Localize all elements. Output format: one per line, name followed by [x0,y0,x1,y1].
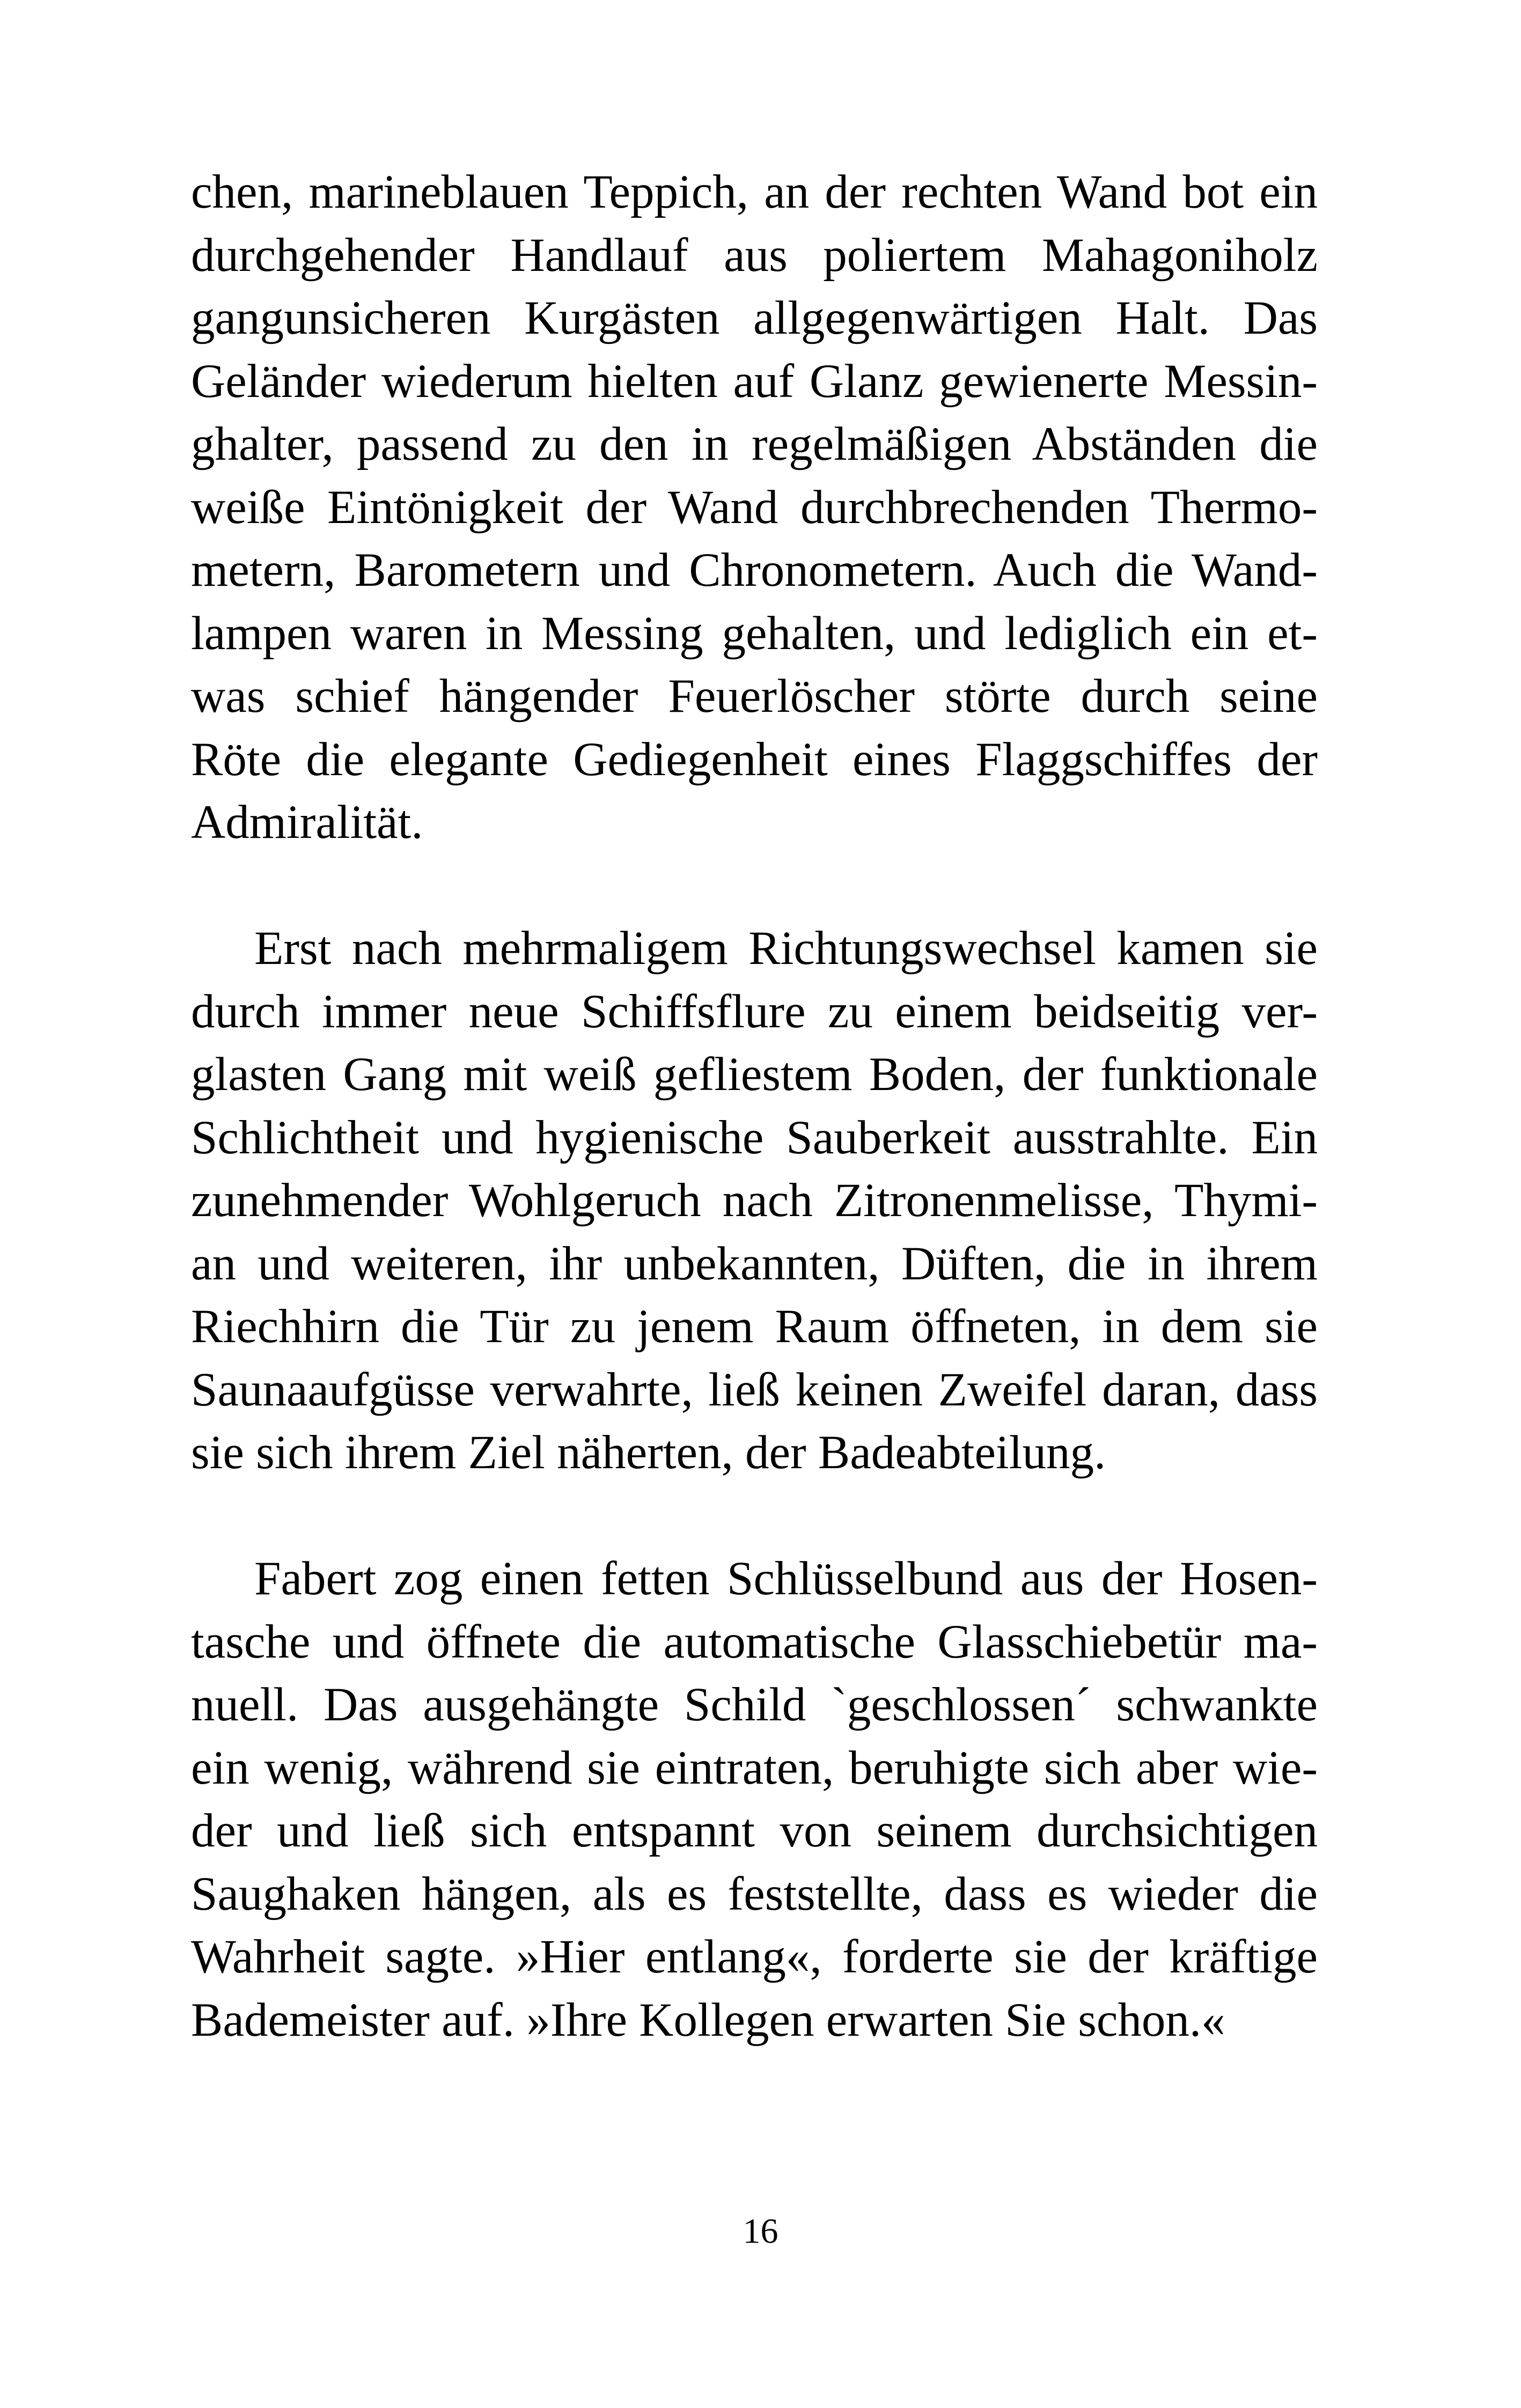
text-line: Erst nach mehrmaligem Richtungswechsel kamen sie [254,922,1318,975]
text-line: Fabert zog einen fetten Schlüsselbund aus der Hosen- [254,1552,1318,1605]
paragraph-gap [191,855,1318,918]
paragraph-1 [191,161,1318,855]
page-number: 16 [743,2212,778,2251]
text-line: was schief hängender Feuerlöscher störte durch seine [191,670,1318,723]
text-line: lampen waren in Messing gehalten, und lediglich ein et- [191,607,1318,660]
text-line: ghalter, passend zu den in regelmäßigen Abständen die [191,418,1318,470]
text-line: durchgehender Handlauf aus poliertem Mahagoniholz [191,229,1318,282]
text-line: durch immer neue Schiffsflure zu einem beidseitig ver- [191,985,1318,1038]
text-line: Wahrheit sagte. »Hier entlang«, forderte sie der kräftige [191,1931,1318,1983]
text-line: Röte die elegante Gediegenheit eines Flaggschiffes der [191,733,1318,786]
text-line: tasche und öffnete die automatische Glasschiebetür ma- [191,1615,1318,1668]
text-line: Riechhirn die Tür zu jenem Raum öffneten, in dem sie [191,1300,1318,1353]
page-body [191,161,1318,2052]
text-line: Saughaken hängen, als es feststellte, dass es wieder die [191,1867,1318,1920]
paragraph-gap [191,1485,1318,1548]
text-line: Admiralität. [191,796,423,849]
text-line: der und ließ sich entspannt von seinem durchsichtigen [191,1805,1318,1857]
text-line: Saunaaufgüsse verwahrte, ließ keinen Zweifel daran, dass [191,1363,1318,1416]
text-line: zunehmender Wohlgeruch nach Zitronenmelisse, Thymi- [191,1174,1318,1227]
text-line: sie sich ihrem Ziel näherten, der Badeabteilung. [191,1426,1106,1479]
text-line: nuell. Das ausgehängte Schild `geschlossen´ schwankte [191,1678,1318,1731]
text-line: an und weiteren, ihr unbekannten, Düften, die in ihrem [191,1237,1318,1290]
text-line: Geländer wiederum hielten auf Glanz gewienerte Messin- [191,355,1318,408]
text-line: ein wenig, während sie eintraten, beruhigte sich aber wie- [191,1741,1318,1794]
text-line: gangunsicheren Kurgästen allgegenwärtigen Halt. Das [191,292,1318,344]
text-line: weiße Eintönigkeit der Wand durchbrechenden Thermo- [191,481,1318,534]
text-line: metern, Barometern und Chronometern. Auch die Wand- [191,544,1318,597]
paragraph-2 [191,917,1318,1485]
text-line: Schlichtheit und hygienische Sauberkeit ausstrahlte. Ein [191,1111,1318,1164]
text-line: Bademeister auf. »Ihre Kollegen erwarten Sie schon.« [191,1993,1225,2046]
paragraph-3 [191,1548,1318,2052]
text-line: chen, marineblauen Teppich, an der rechten Wand bot ein [191,166,1318,218]
text-line: glasten Gang mit weiß gefliestem Boden, der funktionale [191,1048,1318,1101]
